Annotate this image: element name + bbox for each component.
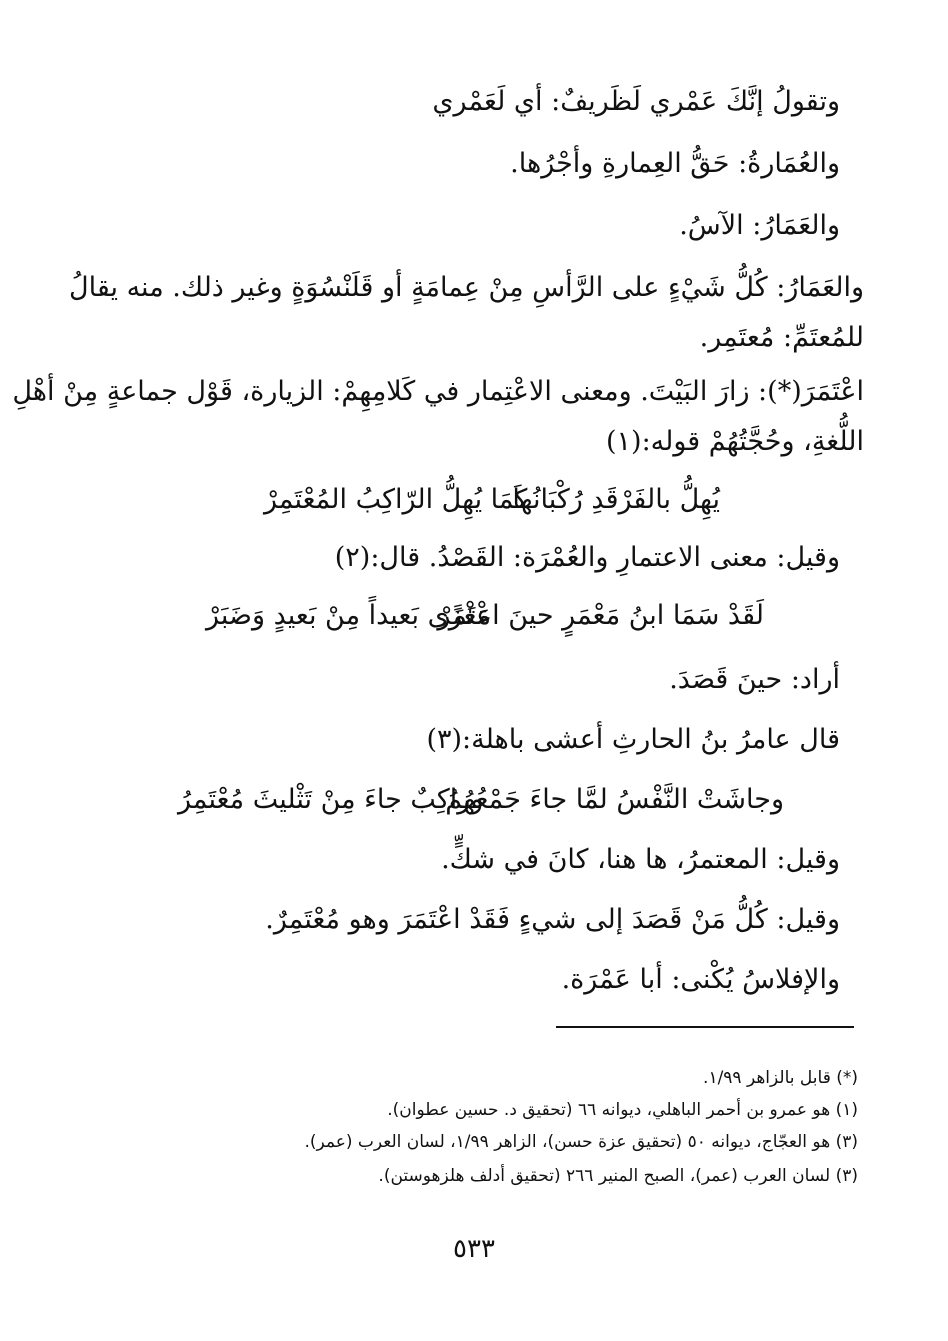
text-line-9: أراد: حينَ قَصَدَ.: [669, 664, 840, 695]
verse-2-second-hemistich: مَغْزًى بَعيداً مِنْ بَعيدٍ وَضَبَرْ: [206, 600, 492, 631]
text-line-1: وتقولُ إنَّكَ عَمْري لَظَريفٌ: أي لَعَمْري: [432, 86, 840, 117]
text-line-2: والعُمَارةُ: حَقُّ العِمارةِ وأجْرُها.: [510, 148, 840, 179]
text-line-11: وقيل: المعتمرُ، ها هنا، كانَ في شكٍّ.: [441, 844, 840, 875]
text-line-5: للمُعتَمِّ: مُعتَمِر.: [699, 322, 864, 353]
footnote-divider: [556, 1026, 854, 1028]
verse-1-second-hemistich: كَمَا يُهِلُّ الرّاكِبُ المُعْتَمِرْ: [264, 484, 528, 515]
text-line-8: وقيل: معنى الاعتمارِ والعُمْرَة: القَصْدُ. قال:(٢): [334, 542, 840, 573]
verse-2-first-hemistich: لَقَدْ سَمَا ابنُ مَعْمَرٍ حينَ اعْتَمَرْ: [437, 600, 764, 631]
footnote-2: (٣) هو العجّاج، ديوانه ٥٠ (تحقيق عزة حسن)، الزاهر ١/٩٩، لسان العرب (عمر).: [304, 1132, 858, 1152]
text-line-13: والإفلاسُ يُكْنى: أبا عَمْرَة.: [561, 964, 840, 995]
verse-3-second-hemistich: وراكِبٌ جاءَ مِنْ تَثْليثَ مُعْتَمِرُ: [178, 784, 484, 815]
verse-1-first-hemistich: يُهِلُّ بالفَرْقَدِ رُكْبَانُها: [512, 484, 720, 515]
page-number: ٥٣٣: [453, 1234, 495, 1264]
footnote-star: (*) قابل بالزاهر ١/٩٩.: [703, 1068, 858, 1088]
verse-3-first-hemistich: وجاشَتْ النَّفْسُ لمَّا جاءَ جَمْعُهُمُ: [445, 784, 784, 815]
footnote-1: (١) هو عمرو بن أحمر الباهلي، ديوانه ٦٦ (تحقيق د. حسين عطوان).: [387, 1100, 858, 1120]
text-line-4: والعَمَارُ: كُلُّ شَيْءٍ على الرَّأسِ مِنْ عِمامَةٍ أو قَلَنْسُوَةٍ وغير ذلك. منه يقالُ: [68, 272, 864, 303]
text-line-3: والعَمَارُ: الآسُ.: [679, 210, 840, 241]
text-line-6: اعْتَمَرَ(*): زارَ البَيْتَ. ومعنى الاعْتِمار في كَلامِهِمْ: الزيارة، قَوْل جماعةٍ مِنْ أهْلِ: [12, 376, 864, 407]
footnote-3: (٣) لسان العرب (عمر)، الصبح المنير ٢٦٦ (تحقيق أدلف هلزهوستن).: [378, 1166, 858, 1186]
text-line-12: وقيل: كُلُّ مَنْ قَصَدَ إلى شيءٍ فَقَدْ اعْتَمَرَ وهو مُعْتَمِرٌ.: [265, 904, 840, 935]
text-line-10: قال عامرُ بنُ الحارثِ أعشى باهلة:(٣): [426, 724, 840, 755]
text-line-7: اللُّغةِ، وحُجَّتُهُمْ قوله:(١): [605, 426, 864, 457]
